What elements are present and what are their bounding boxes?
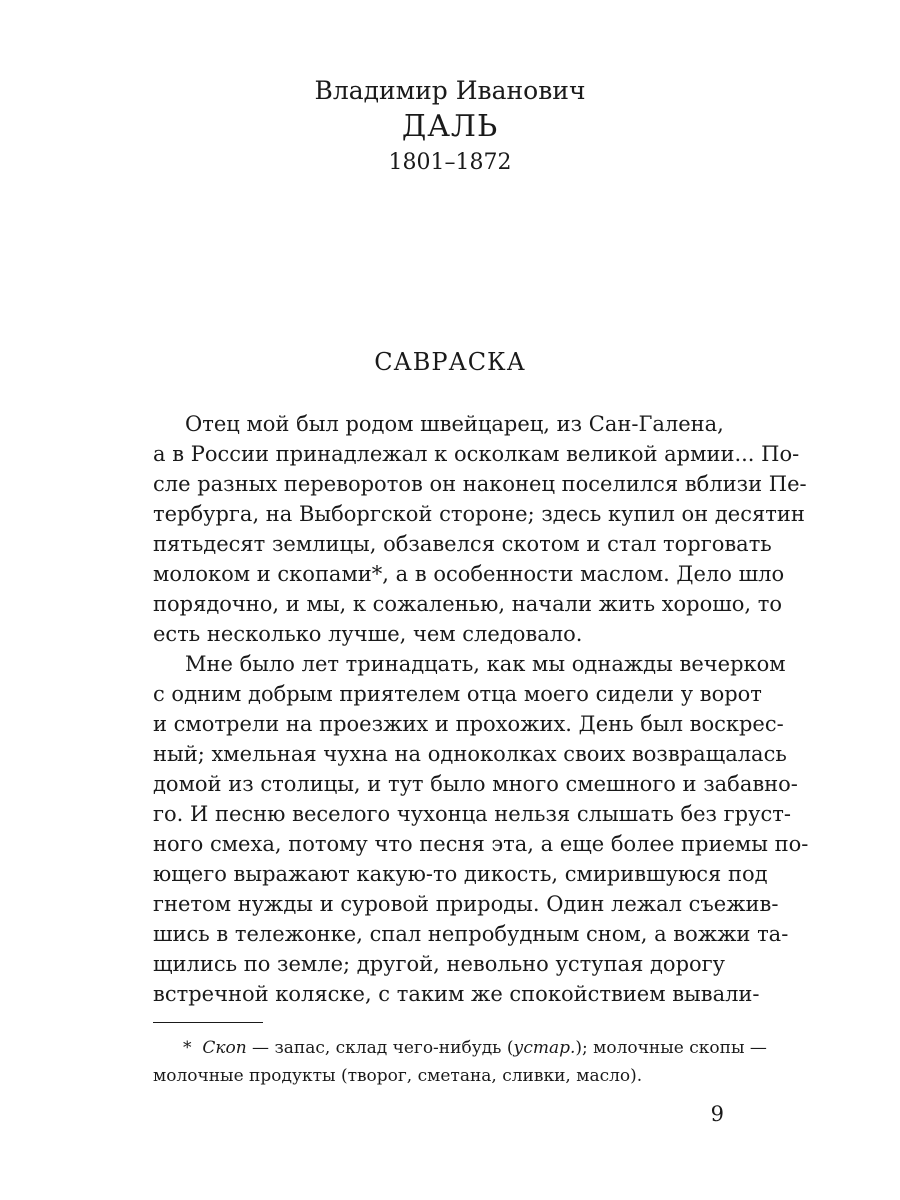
footnote-line	[153, 1034, 767, 1062]
text-line: встречной коляске, с таким же спокойствием вывали-	[153, 982, 760, 1006]
footnote	[153, 1034, 767, 1090]
text-line: гнетом нужды и суровой природы. Один лежал съежив-	[153, 892, 779, 916]
story-text	[153, 409, 809, 1009]
author-years: 1801–1872	[388, 150, 512, 175]
text-line: молоком и скопами*, а в особенности маслом. Дело шло	[153, 562, 785, 586]
text-line: а в России принадлежал к осколкам великой армии... По-	[153, 442, 800, 466]
text-line: тербурга, на Выборгской стороне; здесь купил он десятин	[153, 502, 805, 526]
text-line: ного смеха, потому что песня эта, а еще более приемы по-	[153, 832, 809, 856]
text-line: сле разных переворотов он наконец поселился вблизи Пе-	[153, 472, 807, 496]
text-line: ный; хмельная чухна на одноколках своих возвращалась	[153, 742, 787, 766]
footnote-line: молочные продукты (творог, сметана, сливки, масло).	[153, 1066, 643, 1086]
text-line: и смотрели на проезжих и прохожих. День был воскрес-	[153, 712, 784, 736]
text-line: домой из столицы, и тут было много смешного и забавно-	[153, 772, 798, 796]
story-title: САВРАСКА	[374, 348, 526, 376]
text-line: пятьдесят землицы, обзавелся скотом и стал торговать	[153, 532, 772, 556]
text-line: Отец мой был родом швейцарец, из Сан-Галена,	[185, 412, 724, 436]
text-line: Мне было лет тринадцать, как мы однажды вечерком	[185, 652, 786, 676]
text-line: есть несколько лучше, чем следовало.	[153, 622, 583, 646]
page-number: 9	[710, 1102, 724, 1126]
footnote-definition-start: — запас, склад чего-нибудь (	[246, 1038, 514, 1058]
text-line: шись в тележонке, спал непробудным сном, а вожжи та-	[153, 922, 789, 946]
author-surname: ДАЛЬ	[401, 109, 499, 144]
footnote-term: Скоп	[202, 1038, 247, 1058]
text-line: с одним добрым приятелем отца моего сидели у ворот	[153, 682, 762, 706]
text-line: ющего выражают какую-то дикость, смирившуюся под	[153, 862, 768, 886]
text-line: щились по земле; другой, невольно уступая дорогу	[153, 952, 726, 976]
text-line: порядочно, и мы, к сожаленью, начали жить хорошо, то	[153, 592, 783, 616]
text-line: го. И песню веселого чухонца нельзя слышать без груст-	[153, 802, 791, 826]
footnote-marker: *	[183, 1038, 192, 1058]
footnote-divider	[153, 1022, 263, 1023]
author-header	[0, 74, 900, 180]
author-name: Владимир Иванович	[314, 76, 586, 105]
footnote-definition-end: ); молочные скопы —	[575, 1038, 767, 1058]
footnote-abbreviation: устар.	[513, 1038, 576, 1058]
